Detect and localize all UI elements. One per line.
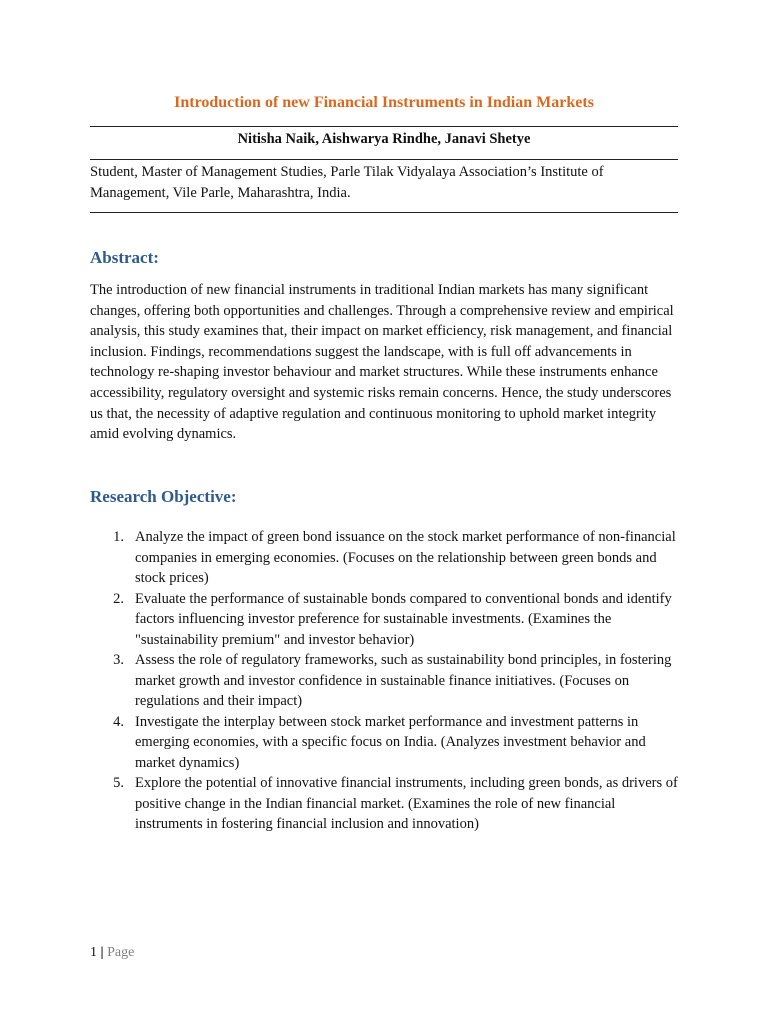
objective-item	[90, 527, 678, 589]
research-objective-heading: Research Objective:	[90, 487, 237, 506]
objective-text: Explore the potential of innovative financial instruments, including green bonds, as drivers of positive change in the Indian financial market. (Examines the role of new financial instruments in fostering financial inclusion and innovation)	[135, 775, 678, 832]
objective-item	[90, 773, 678, 835]
objective-item	[90, 589, 678, 651]
page-number: 1	[90, 945, 97, 960]
objective-number: 1.	[113, 529, 124, 545]
title-divider	[90, 126, 678, 127]
objective-number: 2.	[113, 590, 124, 607]
objective-number: 4.	[113, 713, 124, 730]
objective-item	[90, 712, 678, 774]
affiliation-divider	[90, 212, 678, 213]
author-list: Nitisha Naik, Aishwarya Rindhe, Janavi Shetye	[237, 131, 531, 147]
page-label: Page	[107, 945, 135, 960]
page-footer	[90, 944, 134, 962]
objective-number: 3.	[113, 652, 124, 668]
objective-list	[90, 527, 678, 835]
objective-item	[90, 650, 678, 712]
objective-text: Assess the role of regulatory frameworks, such as sustainability bond principles, in fostering market growth and investor confidence in sustainable finance initiatives. (Focuses on regulations and their impact)	[135, 652, 672, 709]
objective-text: Analyze the impact of green bond issuance on the stock market performance of non-financial companies in emerging economies. (Focuses on the relationship between green bonds and stock prices)	[135, 529, 676, 586]
author-affiliation: Student, Master of Management Studies, Parle Tilak Vidyalaya Association’s Institute of Management, Vile Parle, Maharashtra, India.	[90, 164, 604, 201]
abstract-text: The introduction of new financial instruments in traditional Indian markets has many significant changes, offering both opportunities and challenges. Through a comprehensive review and empirical analysis, this study examines that, their impact on market efficiency, risk management, and financial inclusion. Findings, recommendations suggest the landscape, with is full off advancements in technology re-shaping investor behaviour and market structures. While these instruments enhance accessibility, regulatory oversight and systemic risks remain concerns. Hence, the study underscores us that, the necessity of adaptive regulation and continuous monitoring to uphold market integrity amid evolving dynamics.	[90, 282, 674, 443]
objective-number: 5.	[113, 775, 124, 791]
paper-title: Introduction of new Financial Instruments in Indian Markets	[174, 94, 594, 111]
abstract-heading: Abstract:	[90, 248, 159, 267]
page-separator: |	[100, 945, 104, 960]
objective-text: Evaluate the performance of sustainable bonds compared to conventional bonds and identify factors influencing investor preference for sustainable investments. (Examines the "sustainability premium" and investor behavior)	[135, 590, 672, 648]
authors-divider	[90, 159, 678, 160]
objective-text: Investigate the interplay between stock market performance and investment patterns in emerging economies, with a specific focus on India. (Analyzes investment behavior and market dynamics)	[135, 713, 646, 771]
